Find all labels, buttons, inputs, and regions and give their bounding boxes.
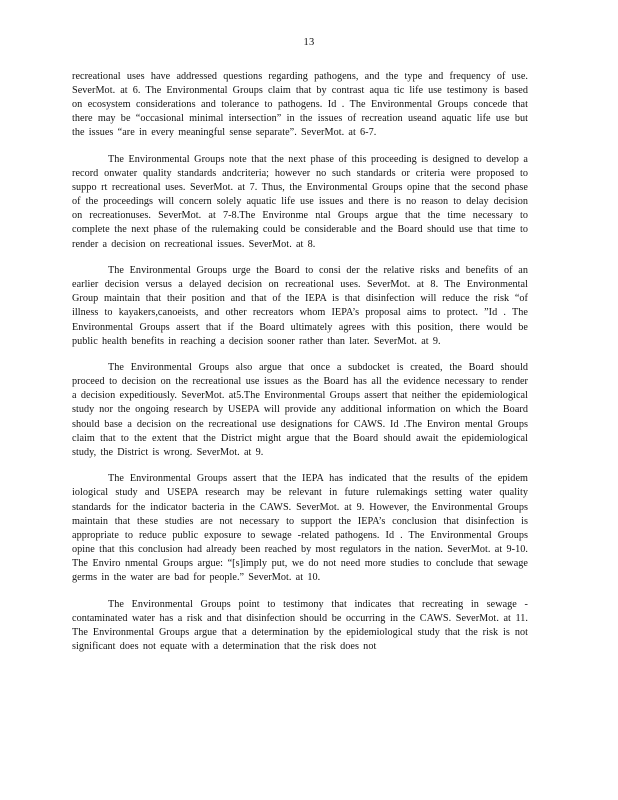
body-text [72,70,528,666]
page-number: 13 [303,37,315,48]
paragraph-1: recreational uses have addressed questions regarding pathogens, and the type and frequency of use. SeverMot. at 6. The Environmental Groups claim that by contrast aqua tic life use testimony is based on ecosystem considerations and tolerance to pathogens. Id . The Environmental Groups concede that there may be “occasional minimal intersection” in the issues of recreation useand aquatic life use but the issues “are in every meaningful sense separate”. SeverMot. at 6-7. [72,71,528,139]
paragraph-2: The Environmental Groups note that the next phase of this proceeding is designed to develop a record onwater quality standards andcriteria; however no such standards or criteria were proposed to suppo rt recreational uses. SeverMot. at 7. Thus, the Environmental Groups opine that the second phase of the proceedings will concern solely aquatic life use issues and there is no reason to delay decision on recreationuses. SeverMot. at 7-8.The Environme ntal Groups argue that the time necessary to complete the next phase of the rulemaking could be considerable and the Board should use that time to render a decision on recreational issues. SeverMot. at 8. [72,153,528,250]
paragraph-3: The Environmental Groups urge the Board to consi der the relative risks and benefits of an earlier decision versus a delayed decision on recreational uses. SeverMot. at 8. The Environmental Group maintain that their position and that of the IEPA is that disinfection will reduce the risk “of illness to kayakers,canoeists, and other recreators whom IEPA’s proposal aims to protect. ”Id . The Environmental Groups assert that if the Board ultimately agrees with this position, there would be public health benefits in reaching a decision sooner rather than later. SeverMot. at 9. [72,265,528,347]
paragraph-5: The Environmental Groups assert that the IEPA has indicated that the results of the epidem iological study and USEPA research may be relevant in future rulemakings setting water quality standards for the indicator bacteria in the CAWS. SeverMot. at 9. However, the Environmental Groups maintain that these studies are not necessary to support the IEPA’s conclusion that disinfection is appropriate to reduce public exposure to sewage -related pathogens. Id . The Environmental Groups opine that this conclusion had already been reached by most regulators in the nation. SeverMot. at 9-10. The Enviro nmental Groups argue: “[s]imply put, we do not need more studies to conclude that sewage germs in the water are bad for people.” SeverMot. at 10. [72,473,528,583]
paragraph-4: The Environmental Groups also argue that once a subdocket is created, the Board should proceed to decision on the recreational use issues as the Board has all the evidence necessary to render a decision expeditiously. SeverMot. at5.The Environmental Groups assert that neither the epidemiological study nor the ongoing research by USEPA will provide any additional information on which the Board should base a decision on the recreational use designations for CAWS. Id .The Environ mental Groups claim that to the extent that the District might argue that the Board should await the epidemiological study, the District is wrong. SeverMot. at 9. [72,362,528,458]
paragraph-6: The Environmental Groups point to testimony that indicates that recreating in sewage - contaminated water has a risk and that disinfection should be occurring in the CAWS. SeverMot. at 11. The Environmental Groups argue that a determination by the epidemiological study that the risk is not significant does not equate with a determination that the risk does not [72,598,528,652]
